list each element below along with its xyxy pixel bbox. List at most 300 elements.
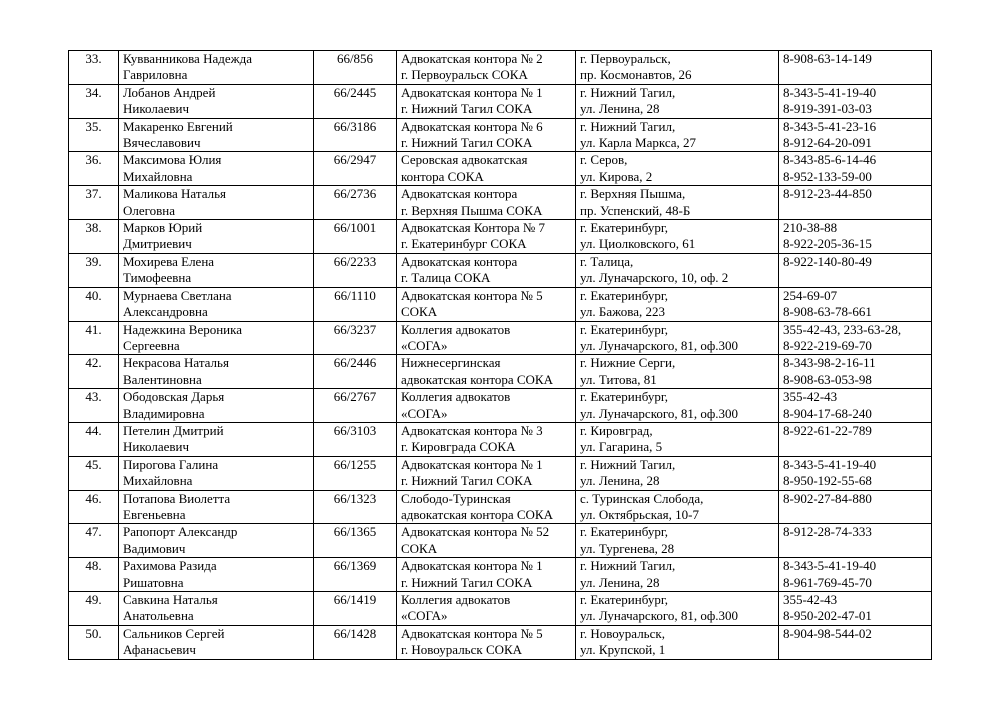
address-cell: [576, 524, 779, 558]
address-cell: [576, 118, 779, 152]
registry-number-cell: [314, 118, 397, 152]
bar-formation-line: г. Нижний Тагил СОКА: [401, 135, 533, 151]
full-name-line: Надежкина Вероника: [123, 321, 243, 337]
address-line: пр. Успенский, 48-Б: [580, 202, 691, 218]
full-name-cell: [119, 524, 314, 558]
address-line: ул. Луначарского, 10, оф. 2: [580, 270, 729, 286]
address-line: пр. Космонавтов, 26: [580, 67, 692, 83]
address-line: ул. Гагарина, 5: [580, 439, 663, 455]
bar-formation-line: Адвокатская контора № 1: [401, 456, 543, 472]
bar-formation-line: Адвокатская контора: [401, 253, 518, 269]
registry-number-value: 66/2767: [333, 389, 377, 405]
bar-formation-line: адвокатская контора СОКА: [401, 371, 553, 387]
row-number-cell: [69, 253, 119, 287]
bar-formation-cell: [397, 287, 576, 321]
bar-formation-line: Коллегия адвокатов: [401, 389, 511, 405]
phone-line: 355-42-43: [783, 592, 838, 607]
bar-formation-cell: [397, 625, 576, 659]
table-row: [69, 355, 932, 389]
bar-formation-line: «СОГА»: [401, 337, 448, 353]
phone-line: 8-908-63-78-661: [783, 304, 872, 320]
bar-formation-line: Коллегия адвокатов: [401, 592, 511, 607]
address-line: ул. Луначарского, 81, оф.300: [580, 405, 739, 421]
phone-cell: [779, 355, 932, 389]
table-row: [69, 456, 932, 490]
address-line: ул. Ленина, 28: [580, 101, 660, 117]
phone-cell: [779, 220, 932, 254]
full-name-line: Николаевич: [123, 101, 189, 117]
bar-formation-line: г. Екатеринбург СОКА: [401, 236, 527, 252]
table-row: [69, 490, 932, 524]
table-row: [69, 152, 932, 186]
bar-formation-line: Адвокатская контора № 2: [401, 51, 543, 66]
full-name-line: Макаренко Евгений: [123, 118, 233, 134]
row-number-value: 50.: [85, 625, 102, 641]
bar-formation-cell: [397, 592, 576, 626]
phone-line: 8-343-5-41-19-40: [783, 84, 877, 100]
row-number-cell: [69, 422, 119, 456]
bar-formation-line: Нижнесергинская: [401, 355, 501, 371]
registry-number-cell: [314, 524, 397, 558]
phone-line: 254-69-07: [783, 287, 838, 303]
bar-formation-line: Адвокатская контора № 3: [401, 422, 543, 438]
address-line: г. Нижние Серги,: [580, 355, 676, 371]
row-number-cell: [69, 592, 119, 626]
address-line: г. Первоуральск,: [580, 51, 671, 66]
row-number-cell: [69, 490, 119, 524]
row-number-value: 41.: [85, 321, 102, 337]
phone-line: 8-922-140-80-49: [783, 253, 872, 269]
registry-number-cell: [314, 355, 397, 389]
row-number-value: 36.: [85, 152, 102, 168]
full-name-line: Рахимова Разида: [123, 558, 217, 574]
phone-cell: [779, 490, 932, 524]
address-line: ул. Ленина, 28: [580, 473, 660, 489]
address-cell: [576, 355, 779, 389]
table-row: [69, 186, 932, 220]
row-number-value: 40.: [85, 287, 102, 303]
registry-number-cell: [314, 456, 397, 490]
phone-line: 8-343-85-6-14-46: [783, 152, 877, 168]
address-line: г. Новоуральск,: [580, 625, 665, 641]
full-name-line: Гавриловна: [123, 67, 188, 83]
bar-formation-cell: [397, 51, 576, 85]
phone-line: 8-922-219-69-70: [783, 337, 872, 353]
full-name-cell: [119, 186, 314, 220]
full-name-line: Сальников Сергей: [123, 625, 225, 641]
table-row: [69, 422, 932, 456]
registry-number-value: 66/856: [336, 51, 374, 66]
bar-formation-line: Серовская адвокатская: [401, 152, 528, 168]
full-name-line: Савкина Наталья: [123, 592, 218, 607]
registry-number-cell: [314, 558, 397, 592]
bar-formation-cell: [397, 152, 576, 186]
registry-number-value: 66/1323: [333, 490, 377, 506]
bar-formation-line: СОКА: [401, 304, 438, 320]
full-name-line: Рапопорт Александр: [123, 524, 238, 540]
table-row: [69, 253, 932, 287]
row-number-value: 39.: [85, 253, 102, 269]
phone-line: 210-38-88: [783, 220, 838, 236]
bar-formation-line: Адвокатская контора № 52: [401, 524, 550, 540]
address-line: ул. Ленина, 28: [580, 574, 660, 590]
table-row: [69, 625, 932, 659]
table-row: [69, 592, 932, 626]
table-row: [69, 389, 932, 423]
registry-number-value: 66/2446: [333, 355, 377, 371]
full-name-line: Вадимович: [123, 540, 186, 556]
bar-formation-cell: [397, 558, 576, 592]
registry-number-cell: [314, 321, 397, 355]
bar-formation-line: Слободо-Туринская: [401, 490, 511, 506]
address-cell: [576, 287, 779, 321]
full-name-line: Петелин Дмитрий: [123, 422, 224, 438]
phone-line: 8-908-63-14-149: [783, 51, 872, 66]
row-number-cell: [69, 84, 119, 118]
registry-number-cell: [314, 422, 397, 456]
address-line: с. Туринская Слобода,: [580, 490, 704, 506]
full-name-line: Маликова Наталья: [123, 186, 226, 202]
bar-formation-line: Коллегия адвокатов: [401, 321, 511, 337]
table-row: [69, 220, 932, 254]
registry-number-value: 66/1110: [334, 287, 376, 303]
registry-number-value: 66/1255: [333, 456, 377, 472]
bar-formation-line: Адвокатская Контора № 7: [401, 220, 545, 236]
address-cell: [576, 490, 779, 524]
registry-number-value: 66/1369: [333, 558, 377, 574]
bar-formation-line: г. Нижний Тагил СОКА: [401, 101, 533, 117]
registry-number-cell: [314, 152, 397, 186]
full-name-line: Валентиновна: [123, 371, 202, 387]
full-name-cell: [119, 592, 314, 626]
address-cell: [576, 84, 779, 118]
address-cell: [576, 186, 779, 220]
lawyers-registry-table: [68, 50, 932, 660]
full-name-cell: [119, 253, 314, 287]
full-name-cell: [119, 84, 314, 118]
row-number-cell: [69, 625, 119, 659]
full-name-line: Пирогова Галина: [123, 456, 219, 472]
address-line: г. Нижний Тагил,: [580, 84, 676, 100]
table-row: [69, 558, 932, 592]
address-line: г. Екатеринбург,: [580, 287, 668, 303]
registry-number-value: 66/2947: [333, 152, 377, 168]
row-number-value: 45.: [85, 456, 102, 472]
phone-line: 8-961-769-45-70: [783, 574, 872, 590]
full-name-cell: [119, 355, 314, 389]
full-name-line: Михайловна: [123, 473, 193, 489]
row-number-value: 38.: [85, 220, 102, 236]
full-name-line: Лобанов Андрей: [123, 84, 216, 100]
bar-formation-cell: [397, 186, 576, 220]
registry-number-value: 66/1428: [333, 625, 377, 641]
table-row: [69, 524, 932, 558]
phone-line: 8-343-98-2-16-11: [783, 355, 876, 371]
phone-line: 8-952-133-59-00: [783, 168, 872, 184]
table-row: [69, 287, 932, 321]
phone-line: 8-908-63-053-98: [783, 371, 872, 387]
phone-line: 355-42-43, 233-63-28,: [783, 321, 902, 337]
address-line: г. Талица,: [580, 253, 634, 269]
phone-line: 8-912-28-74-333: [783, 524, 872, 540]
bar-formation-line: г. Верхняя Пышма СОКА: [401, 202, 543, 218]
bar-formation-line: г. Новоуральск СОКА: [401, 642, 523, 658]
phone-cell: [779, 456, 932, 490]
bar-formation-line: контора СОКА: [401, 168, 484, 184]
bar-formation-cell: [397, 524, 576, 558]
phone-line: 8-343-5-41-19-40: [783, 558, 877, 574]
full-name-line: Владимировна: [123, 405, 205, 421]
registry-number-cell: [314, 186, 397, 220]
row-number-cell: [69, 220, 119, 254]
full-name-cell: [119, 287, 314, 321]
row-number-value: 43.: [85, 389, 102, 405]
table-row: [69, 321, 932, 355]
bar-formation-cell: [397, 220, 576, 254]
bar-formation-line: г. Кировграда СОКА: [401, 439, 516, 455]
bar-formation-line: г. Нижний Тагил СОКА: [401, 574, 533, 590]
bar-formation-line: Адвокатская контора № 5: [401, 625, 543, 641]
full-name-cell: [119, 321, 314, 355]
phone-line: 8-902-27-84-880: [783, 490, 872, 506]
phone-line: 355-42-43: [783, 389, 838, 405]
phone-line: 8-904-98-544-02: [783, 625, 872, 641]
phone-line: 8-922-205-36-15: [783, 236, 872, 252]
full-name-line: Александровна: [123, 304, 208, 320]
registry-number-cell: [314, 51, 397, 85]
registry-number-value: 66/2736: [333, 186, 377, 202]
address-cell: [576, 558, 779, 592]
address-line: г. Верхняя Пышма,: [580, 186, 686, 202]
row-number-value: 47.: [85, 524, 102, 540]
full-name-line: Ободовская Дарья: [123, 389, 225, 405]
phone-cell: [779, 524, 932, 558]
address-line: г. Серов,: [580, 152, 628, 168]
phone-cell: [779, 558, 932, 592]
row-number-value: 37.: [85, 186, 102, 202]
full-name-cell: [119, 625, 314, 659]
phone-cell: [779, 389, 932, 423]
registry-number-value: 66/3186: [333, 118, 377, 134]
full-name-cell: [119, 456, 314, 490]
phone-line: 8-950-192-55-68: [783, 473, 872, 489]
row-number-cell: [69, 456, 119, 490]
full-name-line: Михайловна: [123, 168, 193, 184]
registry-number-cell: [314, 490, 397, 524]
row-number-value: 35.: [85, 118, 102, 134]
registry-number-cell: [314, 592, 397, 626]
address-cell: [576, 253, 779, 287]
bar-formation-line: адвокатская контора СОКА: [401, 506, 553, 522]
row-number-cell: [69, 355, 119, 389]
bar-formation-cell: [397, 422, 576, 456]
full-name-line: Потапова Виолетта: [123, 490, 231, 506]
full-name-cell: [119, 558, 314, 592]
full-name-cell: [119, 389, 314, 423]
bar-formation-cell: [397, 389, 576, 423]
phone-line: 8-912-23-44-850: [783, 186, 872, 202]
full-name-cell: [119, 152, 314, 186]
phone-line: 8-912-64-20-091: [783, 135, 872, 151]
address-line: ул. Бажова, 223: [580, 304, 666, 320]
bar-formation-line: «СОГА»: [401, 405, 448, 421]
table-row: [69, 51, 932, 85]
address-line: г. Екатеринбург,: [580, 389, 668, 405]
full-name-line: Ришатовна: [123, 574, 184, 590]
address-cell: [576, 321, 779, 355]
full-name-line: Дмитриевич: [123, 236, 192, 252]
full-name-line: Кувванникова Надежда: [123, 51, 252, 66]
row-number-value: 49.: [85, 592, 102, 607]
phone-cell: [779, 625, 932, 659]
address-line: ул. Карла Маркса, 27: [580, 135, 697, 151]
phone-cell: [779, 118, 932, 152]
row-number-cell: [69, 321, 119, 355]
phone-cell: [779, 51, 932, 85]
row-number-value: 42.: [85, 355, 102, 371]
bar-formation-line: Адвокатская контора № 5: [401, 287, 543, 303]
address-cell: [576, 389, 779, 423]
registry-number-cell: [314, 253, 397, 287]
row-number-value: 48.: [85, 558, 102, 574]
full-name-line: Марков Юрий: [123, 220, 203, 236]
phone-cell: [779, 321, 932, 355]
row-number-cell: [69, 558, 119, 592]
bar-formation-line: «СОГА»: [401, 608, 448, 624]
phone-line: 8-343-5-41-19-40: [783, 456, 877, 472]
bar-formation-line: Адвокатская контора № 1: [401, 84, 543, 100]
row-number-cell: [69, 186, 119, 220]
row-number-cell: [69, 287, 119, 321]
bar-formation-line: г. Нижний Тагил СОКА: [401, 473, 533, 489]
address-line: ул. Луначарского, 81, оф.300: [580, 608, 739, 624]
registry-number-value: 66/1365: [333, 524, 377, 540]
registry-number-value: 66/2445: [333, 84, 377, 100]
full-name-line: Тимофеевна: [123, 270, 192, 286]
row-number-value: 34.: [85, 84, 102, 100]
bar-formation-cell: [397, 118, 576, 152]
table-row: [69, 84, 932, 118]
bar-formation-line: Адвокатская контора: [401, 186, 518, 202]
full-name-line: Некрасова Наталья: [123, 355, 229, 371]
full-name-line: Евгеньевна: [123, 506, 186, 522]
bar-formation-line: Адвокатская контора № 6: [401, 118, 543, 134]
row-number-cell: [69, 152, 119, 186]
row-number-value: 44.: [85, 422, 102, 438]
phone-cell: [779, 422, 932, 456]
address-line: ул. Луначарского, 81, оф.300: [580, 337, 739, 353]
bar-formation-cell: [397, 84, 576, 118]
registry-number-value: 66/3237: [333, 321, 377, 337]
registry-number-cell: [314, 625, 397, 659]
address-cell: [576, 152, 779, 186]
full-name-cell: [119, 220, 314, 254]
registry-number-cell: [314, 84, 397, 118]
full-name-cell: [119, 118, 314, 152]
row-number-value: 46.: [85, 490, 102, 506]
registry-number-value: 66/3103: [333, 422, 377, 438]
full-name-cell: [119, 422, 314, 456]
bar-formation-cell: [397, 253, 576, 287]
phone-cell: [779, 186, 932, 220]
row-number-cell: [69, 51, 119, 85]
phone-line: 8-343-5-41-23-16: [783, 118, 877, 134]
registry-number-value: 66/2233: [333, 253, 377, 269]
registry-number-value: 66/1001: [333, 220, 377, 236]
address-line: ул. Кирова, 2: [580, 168, 653, 184]
bar-formation-cell: [397, 355, 576, 389]
phone-cell: [779, 287, 932, 321]
full-name-cell: [119, 490, 314, 524]
phone-line: 8-919-391-03-03: [783, 101, 872, 117]
phone-line: 8-950-202-47-01: [783, 608, 872, 624]
bar-formation-cell: [397, 456, 576, 490]
phone-cell: [779, 152, 932, 186]
address-cell: [576, 51, 779, 85]
full-name-line: Сергеевна: [123, 337, 180, 353]
row-number-cell: [69, 524, 119, 558]
full-name-line: Максимова Юлия: [123, 152, 222, 168]
address-line: г. Екатеринбург,: [580, 592, 668, 607]
table-row: [69, 118, 932, 152]
address-cell: [576, 625, 779, 659]
bar-formation-cell: [397, 321, 576, 355]
full-name-line: Николаевич: [123, 439, 189, 455]
row-number-value: 33.: [85, 51, 102, 66]
registry-number-cell: [314, 389, 397, 423]
full-name-line: Анатольевна: [123, 608, 194, 624]
full-name-line: Афанасьевич: [123, 642, 196, 658]
full-name-line: Мохирева Елена: [123, 253, 215, 269]
address-line: г. Нижний Тагил,: [580, 118, 676, 134]
registry-body: [69, 51, 932, 660]
bar-formation-line: г. Первоуральск СОКА: [401, 67, 528, 83]
row-number-cell: [69, 118, 119, 152]
bar-formation-cell: [397, 490, 576, 524]
address-line: ул. Циолковского, 61: [580, 236, 696, 252]
address-line: г. Екатеринбург,: [580, 321, 668, 337]
address-cell: [576, 422, 779, 456]
bar-formation-line: г. Талица СОКА: [401, 270, 491, 286]
bar-formation-line: Адвокатская контора № 1: [401, 558, 543, 574]
phone-cell: [779, 253, 932, 287]
registry-number-value: 66/1419: [333, 592, 377, 607]
address-cell: [576, 592, 779, 626]
address-line: г. Екатеринбург,: [580, 524, 668, 540]
address-line: ул. Крупской, 1: [580, 642, 666, 658]
bar-formation-line: СОКА: [401, 540, 438, 556]
full-name-line: Мурнаева Светлана: [123, 287, 232, 303]
full-name-line: Олеговна: [123, 202, 176, 218]
phone-cell: [779, 84, 932, 118]
phone-line: 8-922-61-22-789: [783, 422, 872, 438]
address-line: г. Нижний Тагил,: [580, 456, 676, 472]
registry-number-cell: [314, 220, 397, 254]
address-cell: [576, 456, 779, 490]
address-line: ул. Тургенева, 28: [580, 540, 675, 556]
address-line: ул. Титова, 81: [580, 371, 657, 387]
address-line: г. Нижний Тагил,: [580, 558, 676, 574]
full-name-line: Вячеславович: [123, 135, 201, 151]
address-line: ул. Октябрьская, 10-7: [580, 506, 699, 522]
address-line: г. Екатеринбург,: [580, 220, 668, 236]
address-cell: [576, 220, 779, 254]
phone-line: 8-904-17-68-240: [783, 405, 872, 421]
registry-number-cell: [314, 287, 397, 321]
address-line: г. Кировград,: [580, 422, 653, 438]
phone-cell: [779, 592, 932, 626]
row-number-cell: [69, 389, 119, 423]
